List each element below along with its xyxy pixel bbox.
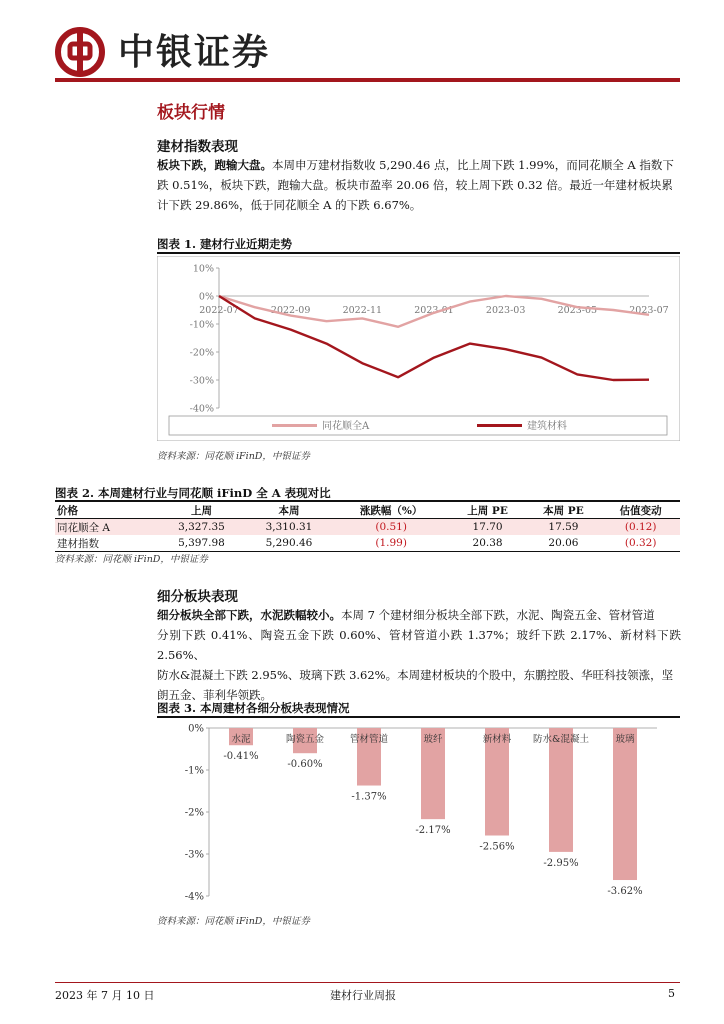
line-chart	[157, 256, 680, 441]
table-header: 估值变动	[601, 503, 680, 519]
bank-of-china-logo-icon	[55, 27, 105, 77]
x-tick-label: 2023-05	[557, 305, 598, 316]
table-cell: 17.70	[450, 519, 526, 536]
table-cell: (0.12)	[601, 519, 680, 536]
data-label-4: -2.56%	[479, 841, 515, 853]
y-tick-label: 0%	[198, 291, 214, 303]
category-label-0: 水泥	[231, 734, 251, 745]
category-label-6: 玻璃	[615, 734, 635, 745]
paragraph-line: 分别下跌 0.41%、陶瓷五金下跌 0.60%、管材管道小跌 1.37%；玻纤下跌 2.17%、新材料下跌 2.56%、	[157, 628, 681, 662]
figure3-source: 资料来源：同花顺 iFinD，中银证券	[157, 916, 310, 927]
table-cell: 5,290.46	[245, 535, 332, 552]
data-label-1: -0.60%	[287, 759, 323, 771]
x-tick-label: 2023-07	[629, 305, 669, 316]
paragraph-segments	[157, 605, 681, 705]
figure1-rule	[157, 252, 680, 254]
x-tick-label: 2022-07	[199, 305, 239, 316]
paragraph-index-performance	[157, 155, 681, 215]
table-cell: 17.59	[525, 519, 601, 536]
y-tick-label: -1%	[184, 765, 204, 777]
comparison-table	[55, 503, 680, 552]
paragraph-line: 跌 0.51%，板块下跌，跑输大盘。板块市盈率 20.06 倍，较上周下跌 0.32 倍。最近一年建材板块累	[157, 178, 673, 192]
bar-5	[549, 728, 573, 852]
data-label-0: -0.41%	[223, 751, 259, 763]
table-header: 上周	[158, 503, 245, 519]
paragraph-line: 本周申万建材指数收 5,290.46 点，比上周下跌 1.99%，而同花顺全 A 指数下	[272, 158, 674, 172]
legend-label-1: 建筑材料	[527, 421, 567, 432]
data-label-6: -3.62%	[607, 886, 643, 898]
figure1-source: 资料来源：同花顺 iFinD，中银证券	[157, 451, 310, 462]
y-tick-label: 0%	[188, 723, 204, 735]
subsection-title-segments: 细分板块表现	[157, 589, 238, 605]
table-header: 本周	[245, 503, 332, 519]
paragraph-line: 计下跌 29.86%，低于同花顺全 A 的下跌 6.67%。	[157, 198, 422, 212]
table-header: 上周 PE	[450, 503, 526, 519]
figure3-rule	[157, 716, 680, 718]
table-cell: 3,310.31	[245, 519, 332, 536]
table-cell: (1.99)	[333, 535, 450, 552]
brand-name: 中银证券	[118, 31, 271, 73]
footer-rule	[55, 982, 680, 983]
y-tick-label: 10%	[192, 263, 214, 275]
footer-report-name: 建材行业周报	[330, 989, 396, 1002]
table-header: 本周 PE	[525, 503, 601, 519]
table-cell: 3,327.35	[158, 519, 245, 536]
category-label-3: 玻纤	[423, 734, 443, 745]
table-cell: 同花顺全 A	[55, 519, 158, 536]
bar-chart	[157, 720, 680, 910]
page-number: 5	[668, 987, 675, 1000]
table-header-row	[55, 503, 680, 519]
category-label-1: 陶瓷五金	[285, 734, 325, 745]
paragraph-line: 防水&混凝土下跌 2.95%、玻璃下跌 3.62%。本周建材板块的个股中，东鹏控股、华旺科技领涨，坚	[157, 668, 674, 682]
table-header: 涨跌幅（%）	[333, 503, 450, 519]
y-tick-label: -30%	[189, 375, 214, 387]
data-label-5: -2.95%	[543, 857, 579, 869]
y-tick-label: -2%	[184, 807, 204, 819]
lead-text: 板块下跌，跑输大盘。	[157, 158, 272, 172]
section-title: 板块行情	[157, 103, 225, 123]
table-cell: 20.38	[450, 535, 526, 552]
category-label-4: 新材料	[482, 734, 512, 745]
table-row	[55, 519, 680, 536]
figure1-title: 图表 1. 建材行业近期走势	[157, 237, 293, 251]
paragraph-line: 本周 7 个建材细分板块全部下跌，水泥、陶瓷五金、管材管道	[341, 608, 655, 622]
y-tick-label: -10%	[189, 319, 214, 331]
y-tick-label: -20%	[189, 347, 214, 359]
x-tick-label: 2022-09	[270, 305, 311, 316]
header-rule	[55, 78, 680, 82]
x-tick-label: 2023-03	[485, 305, 526, 316]
figure3-title: 图表 3. 本周建材各细分板块表现情况	[157, 701, 350, 715]
legend-label-0: 同花顺全A	[322, 421, 370, 432]
table-row	[55, 535, 680, 552]
category-label-5: 防水&混凝土	[533, 734, 589, 745]
legend-box	[169, 416, 667, 435]
table-header: 价格	[55, 503, 158, 519]
category-label-2: 管材管道	[349, 734, 389, 745]
y-tick-label: -4%	[184, 891, 204, 903]
x-tick-label: 2023-01	[414, 305, 454, 316]
table-cell: (0.51)	[333, 519, 450, 536]
bar-6	[613, 728, 637, 880]
figure2-source: 资料来源：同花顺 iFinD，中银证券	[55, 554, 208, 565]
figure2-title: 图表 2. 本周建材行业与同花顺 iFinD 全 A 表现对比	[55, 486, 331, 500]
y-tick-label: -40%	[189, 403, 214, 415]
data-label-3: -2.17%	[415, 825, 451, 837]
table-cell: 20.06	[525, 535, 601, 552]
chart-frame	[157, 256, 680, 441]
table-cell: (0.32)	[601, 535, 680, 552]
figure2-rule	[55, 500, 680, 502]
table-cell: 5,397.98	[158, 535, 245, 552]
lead-text: 细分板块全部下跌，水泥跌幅较小。	[157, 608, 341, 622]
table-cell: 建材指数	[55, 535, 158, 552]
y-tick-label: -3%	[184, 849, 204, 861]
x-tick-label: 2022-11	[342, 305, 383, 316]
paragraph-line: 朗五金、菲利华领跌。	[157, 688, 272, 702]
data-label-2: -1.37%	[351, 791, 387, 803]
subsection-title-index: 建材指数表现	[157, 139, 238, 155]
footer-date: 2023 年 7 月 10 日	[55, 989, 155, 1002]
